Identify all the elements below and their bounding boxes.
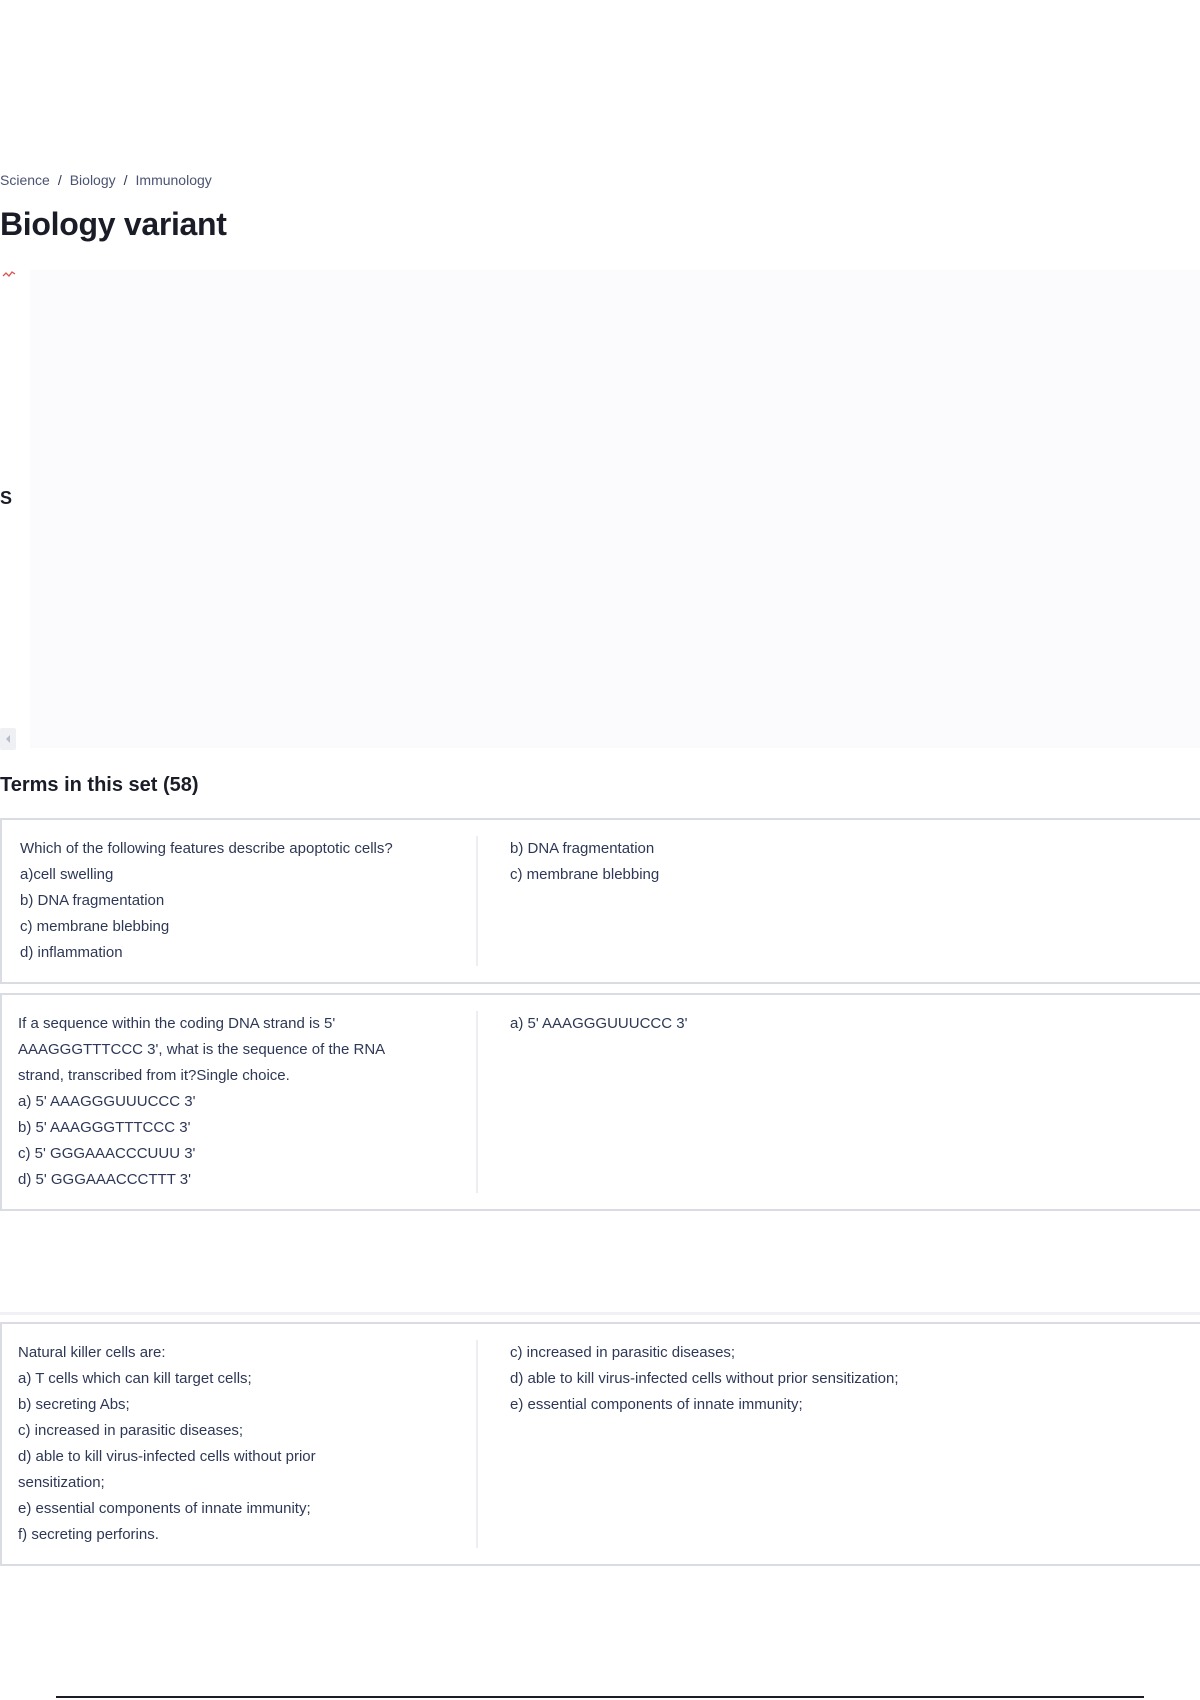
breadcrumb-separator: / (57, 172, 62, 188)
squiggle-icon (2, 270, 16, 278)
breadcrumb-item-science[interactable]: Science (0, 172, 50, 188)
term-text: Natural killer cells are: a) T cells which can kill target cells; b) secreting Abs; c) increased in parasitic diseases; d) able to kill virus-infected cells without prior sensitization; e) essential components of innate immunity; f) secreting perforins. (2, 1340, 478, 1548)
breadcrumb-item-biology[interactable]: Biology (69, 172, 116, 188)
term-card[interactable] (0, 993, 1200, 1211)
definition-text: c) increased in parasitic diseases; d) able to kill virus-infected cells without prior sensitization; e) essential components of innate immunity; (510, 1344, 899, 1413)
page-title: Biology variant (0, 206, 227, 242)
previous-button[interactable] (0, 728, 16, 750)
term-text: Which of the following features describe apoptotic cells? a)cell swelling b) DNA fragmentation c) membrane blebbing d) inflammation (2, 836, 478, 966)
footer-divider (56, 1696, 1144, 1698)
breadcrumb-separator: / (123, 172, 128, 188)
definition-text: b) DNA fragmentation c) membrane blebbing (510, 840, 660, 883)
terms-heading: Terms in this set (58) (0, 774, 199, 796)
side-label: S (0, 488, 13, 508)
study-mode-panel (30, 270, 1200, 748)
definition-text: a) 5' AAAGGGUUUCCC 3' (510, 1015, 688, 1032)
term-text: If a sequence within the coding DNA strand is 5' AAAGGGTTTCCC 3', what is the sequence of the RNA strand, transcribed from it?Single choice. a) 5' AAAGGGUUUCCC 3' b) 5' AAAGGGTTTCCC 3' c) 5' GGGAAACCCUUU 3' d) 5' GGGAAACCCTTT 3' (2, 1011, 478, 1193)
breadcrumb (0, 172, 212, 188)
term-card[interactable] (0, 818, 1200, 984)
section-divider (0, 1312, 1200, 1315)
term-card[interactable] (0, 1322, 1200, 1566)
chevron-left-icon (5, 735, 11, 743)
breadcrumb-item-immunology[interactable]: Immunology (135, 172, 212, 188)
